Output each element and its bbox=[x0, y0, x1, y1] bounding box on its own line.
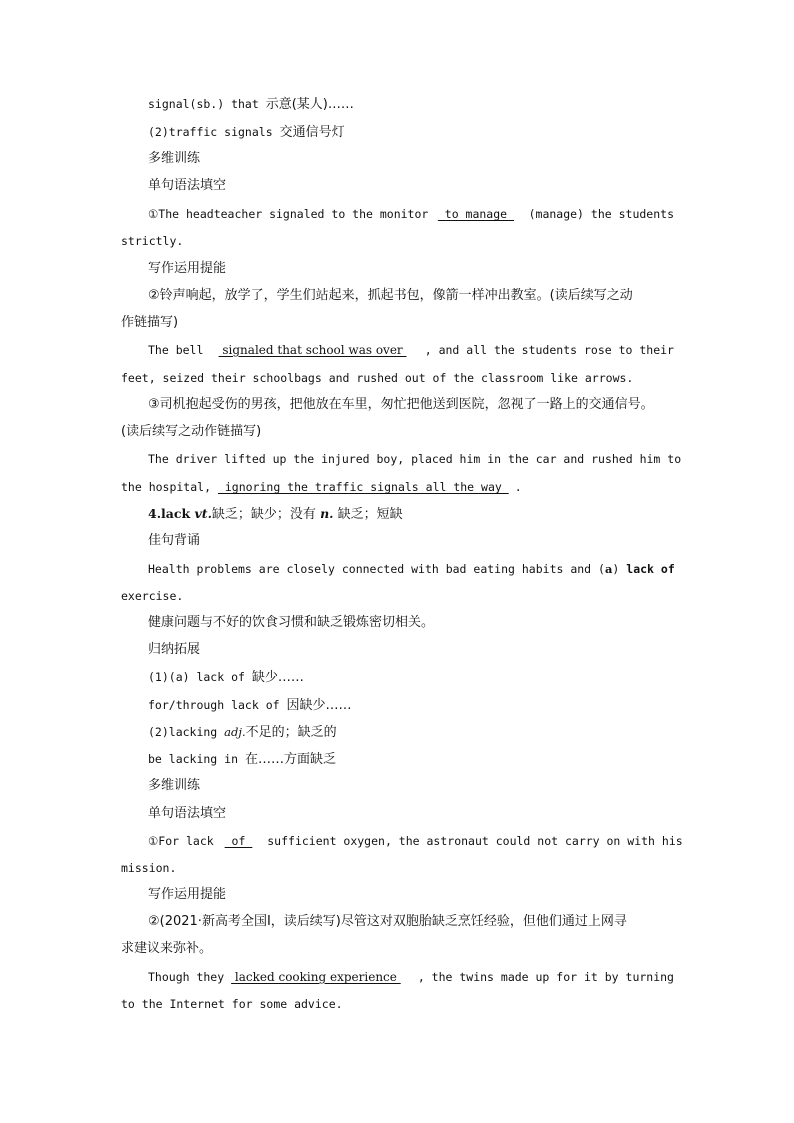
usage-zh: 因缺少…… bbox=[286, 698, 352, 713]
sentence-text: ) bbox=[612, 562, 627, 576]
usage-zh: 示意(某人)…… bbox=[265, 97, 354, 112]
signal-practice-heading: 多维训练 bbox=[148, 151, 201, 166]
signal-usage-1 bbox=[148, 96, 354, 113]
exercise-text: ①For lack bbox=[148, 834, 221, 848]
lack-usage-1b bbox=[148, 697, 352, 714]
exercise-text: Though they bbox=[148, 970, 232, 984]
usage-zh: 缺少…… bbox=[251, 670, 304, 685]
lack-exercise-2-en-cont: to the Internet for some advice. bbox=[121, 997, 343, 1011]
signal-exercise-1 bbox=[148, 206, 674, 222]
definition: 缺乏；缺少；没有 bbox=[211, 507, 321, 522]
exercise-text: ①The headteacher signaled to the monitor bbox=[148, 207, 436, 221]
usage-en: be lacking in bbox=[148, 752, 245, 766]
exercise-prefix bbox=[148, 833, 260, 849]
lack-writing-heading: 写作运用提能 bbox=[148, 887, 227, 902]
exercise-text: the hospital, bbox=[121, 480, 218, 494]
exercise-text: (manage) the students bbox=[528, 207, 674, 221]
part-of-speech: vt. bbox=[194, 506, 212, 521]
signal-exercise-3-zh: ③司机抱起受伤的男孩，把他放在车里，匆忙把他送到医院，忽视了一路上的交通信号。 bbox=[148, 397, 654, 412]
lack-exercise-2-zh-cont: 求建议来弥补。 bbox=[121, 941, 213, 956]
signal-grammar-heading: 单句语法填空 bbox=[148, 178, 227, 193]
exercise-prefix bbox=[148, 969, 411, 985]
signal-exercise-2-en bbox=[148, 342, 674, 358]
signal-writing-heading: 写作运用提能 bbox=[148, 261, 227, 276]
signal-usage-2 bbox=[148, 124, 345, 141]
lack-exercise-2-en bbox=[148, 969, 674, 985]
usage-en: (2)traffic signals bbox=[148, 125, 280, 139]
answer-blank: to manage bbox=[437, 207, 515, 221]
word-number: 4.lack bbox=[148, 506, 195, 521]
usage-zh: 不足的；缺乏的 bbox=[245, 725, 337, 740]
lack-sentence-cont: exercise. bbox=[121, 589, 184, 603]
signal-exercise-3-zh-cont: (读后续写之动作链描写) bbox=[121, 424, 262, 439]
part-of-speech: adj. bbox=[224, 725, 246, 739]
lack-heading bbox=[148, 506, 403, 523]
definition: 缺乏；短缺 bbox=[333, 507, 403, 522]
usage-zh: 在……方面缺乏 bbox=[244, 752, 336, 767]
exercise-text: The bell bbox=[148, 343, 211, 357]
answer-blank: signaled that school was over bbox=[218, 343, 407, 357]
lack-usage-2 bbox=[148, 724, 337, 741]
signal-exercise-2-zh-cont: 作链描写) bbox=[121, 315, 179, 330]
answer-blank: lacked cooking experience bbox=[231, 970, 401, 984]
exercise-text: sufficient oxygen, the astronaut could not carry on with his bbox=[260, 834, 683, 848]
sentence-bold: lack of bbox=[626, 562, 675, 576]
usage-en: signal(sb.) that bbox=[148, 97, 266, 111]
part-of-speech: n. bbox=[320, 506, 334, 521]
exercise-text: , the twins made up for it by turning bbox=[417, 970, 674, 984]
signal-exercise-1-cont: strictly. bbox=[121, 234, 184, 248]
lack-exercise-2-zh: ②(2021·新高考全国Ⅰ，读后续写)尽管这对双胞胎缺乏烹饪经验，但他们通过上网寻 bbox=[148, 914, 627, 929]
lack-summary-heading: 归纳拓展 bbox=[148, 642, 201, 657]
lack-usage-2b bbox=[148, 751, 336, 768]
answer-blank: ignoring the traffic signals all the way bbox=[217, 480, 509, 494]
exercise-text: , and all the students rose to their bbox=[424, 343, 674, 357]
usage-zh: 交通信号灯 bbox=[279, 125, 345, 140]
signal-exercise-3-en-cont bbox=[121, 479, 522, 495]
lack-exercise-1 bbox=[148, 833, 683, 849]
exercise-text: . bbox=[514, 480, 522, 494]
lack-exercise-1-cont: mission. bbox=[121, 861, 177, 875]
lack-sentence-zh: 健康问题与不好的饮食习惯和缺乏锻炼密切相关。 bbox=[148, 615, 435, 630]
lack-recite-heading: 佳句背诵 bbox=[148, 533, 201, 548]
lack-usage-1 bbox=[148, 669, 304, 686]
lack-sentence bbox=[148, 561, 675, 577]
usage-en: (1)(a) lack of bbox=[148, 670, 252, 684]
lack-grammar-heading: 单句语法填空 bbox=[148, 806, 227, 821]
signal-exercise-2-zh: ②铃声响起，放学了，学生们站起来，抓起书包，像箭一样冲出教室。(读后续写之动 bbox=[148, 288, 633, 303]
signal-exercise-2-en-cont: feet, seized their schoolbags and rushed out of the classroom like arrows. bbox=[121, 371, 634, 385]
usage-en: for/through lack of bbox=[148, 698, 287, 712]
sentence-text: Health problems are closely connected with bad eating habits and ( bbox=[148, 562, 605, 576]
answer-blank: of bbox=[224, 834, 253, 848]
sentence-bold: a bbox=[604, 562, 613, 576]
signal-exercise-3-en: The driver lifted up the injured boy, placed him in the car and rushed him to bbox=[148, 452, 682, 466]
usage-en: (2)lacking bbox=[148, 725, 225, 739]
lack-practice-heading: 多维训练 bbox=[148, 778, 201, 793]
